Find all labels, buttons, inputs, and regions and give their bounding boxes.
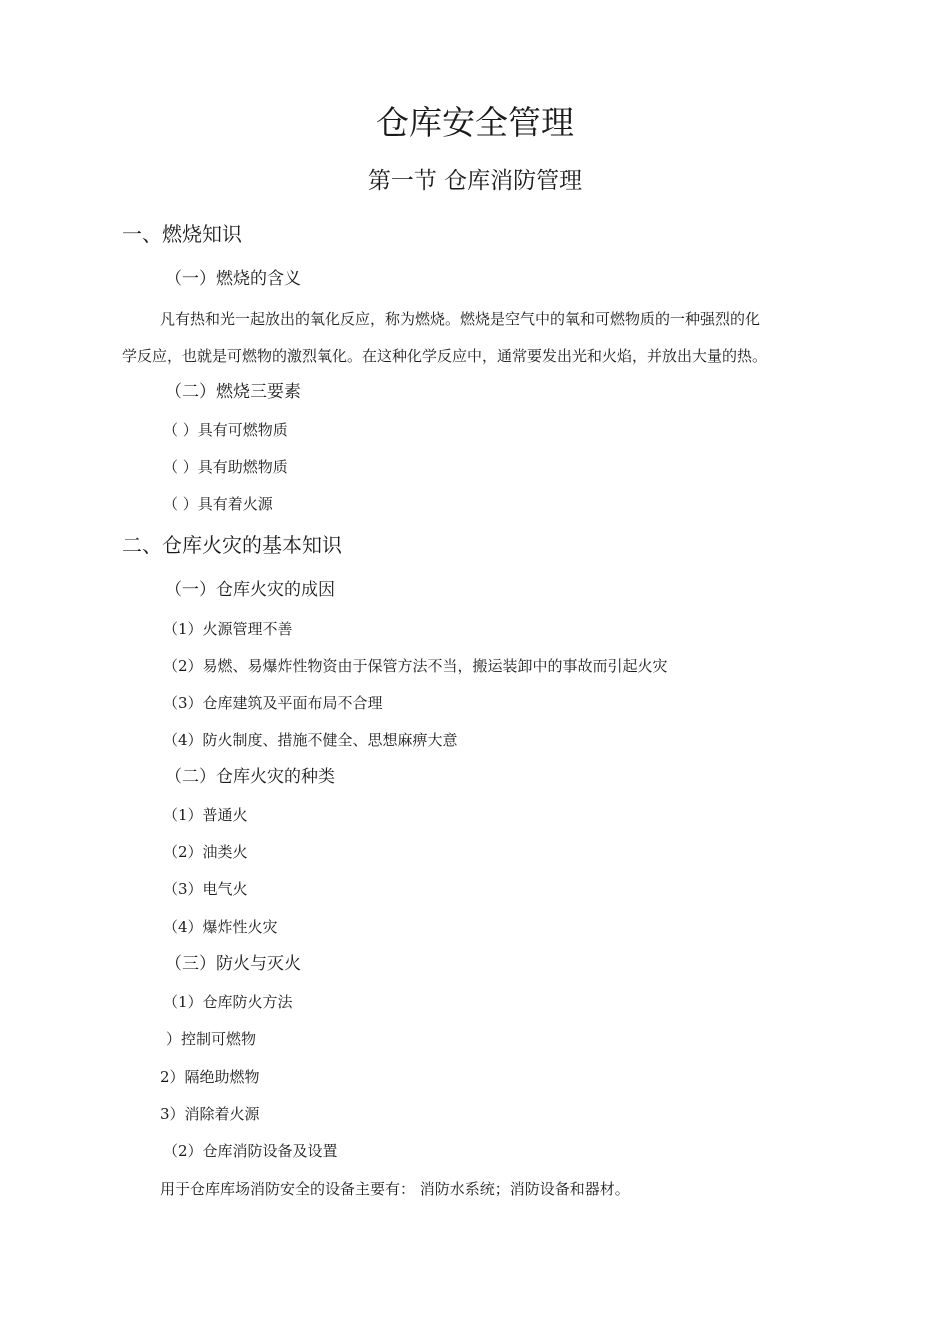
list-item: （1）普通火	[163, 806, 248, 824]
list-item: 3）消除着火源	[160, 1105, 260, 1123]
list-item: 2）隔绝助燃物	[160, 1068, 260, 1086]
list-item: （ ）具有助燃物质	[163, 458, 288, 476]
part1-sub1-heading: （一）燃烧的含义	[165, 269, 301, 289]
part2-sub3-heading: （三）防火与灭火	[165, 954, 301, 974]
list-item: （ ）具有可燃物质	[163, 421, 288, 439]
list-item: （1）火源管理不善	[163, 620, 293, 638]
part2-sub3-paragraph: 用于仓库库场消防安全的设备主要有： 消防水系统；消防设备和器材。	[160, 1180, 630, 1198]
section-title: 第一节 仓库消防管理	[367, 168, 583, 194]
list-item: （4）爆炸性火灾	[163, 918, 278, 936]
part1-heading: 一、燃烧知识	[122, 222, 242, 246]
list-item: （2）易燃、易爆炸性物资由于保管方法不当，搬运装卸中的事故而引起火灾	[163, 657, 668, 675]
list-item: （4）防火制度、措施不健全、思想麻痹大意	[163, 731, 458, 749]
list-item: （2）仓库消防设备及设置	[163, 1142, 338, 1160]
list-item: （1）仓库防火方法	[163, 993, 293, 1011]
list-item: ）控制可燃物	[166, 1030, 257, 1048]
part2-sub1-heading: （一）仓库火灾的成因	[165, 580, 335, 600]
part2-heading: 二、仓库火灾的基本知识	[122, 533, 342, 557]
part1-sub1-paragraph-line2: 学反应，也就是可燃物的激烈氧化。在这种化学反应中，通常要发出光和火焰，并放出大量的热。	[122, 347, 768, 365]
list-item: （3）电气火	[163, 880, 248, 898]
part1-sub2-heading: （二）燃烧三要素	[165, 382, 301, 402]
part2-sub2-heading: （二）仓库火灾的种类	[165, 767, 335, 787]
list-item: （3）仓库建筑及平面布局不合理	[163, 694, 383, 712]
list-item: （ ）具有着火源	[163, 495, 273, 513]
list-item: （2）油类火	[163, 843, 248, 861]
part1-sub1-paragraph-line1: 凡有热和光一起放出的氧化反应，称为燃烧。燃烧是空气中的氧和可燃物质的一种强烈的化	[160, 310, 761, 328]
document-title: 仓库安全管理	[376, 103, 574, 142]
